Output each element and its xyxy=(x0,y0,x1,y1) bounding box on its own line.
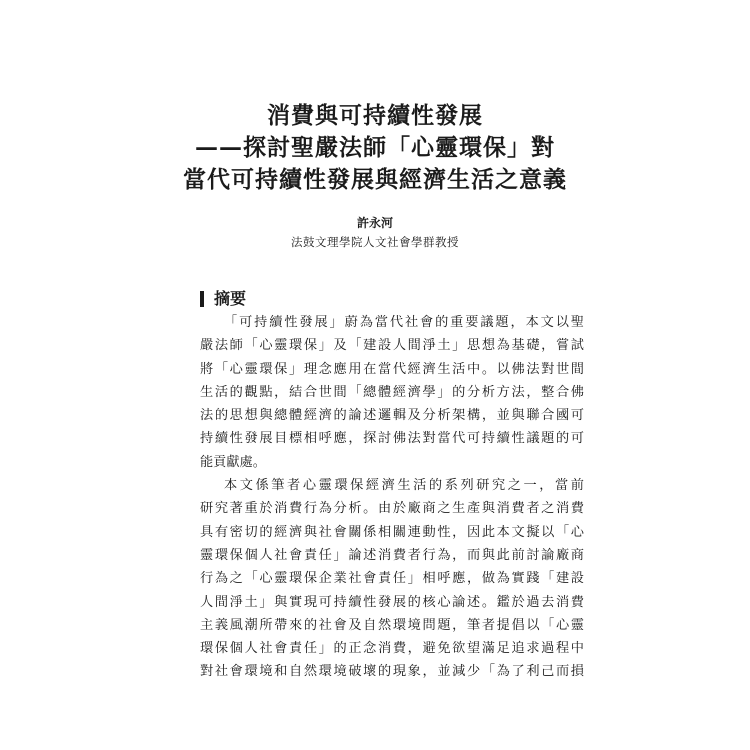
paragraph-2-line: 本文係筆者心靈環保經濟生活的系列研究之一，當前 xyxy=(224,478,584,494)
paragraph-2-line: 靈環保個人社會責任」論述消費者行為，而與此前討論廠商 xyxy=(200,547,584,563)
author-affiliation: 法鼓文理學院人文社會學群教授 xyxy=(291,235,459,249)
paper-title xyxy=(0,100,750,196)
title-line-3: 當代可持續性發展與經濟生活之意義 xyxy=(183,166,567,193)
paragraph-1-line: 將「心靈環保」理念應用在當代經濟生活中。以佛法對世間 xyxy=(200,361,584,377)
abstract-body xyxy=(200,311,584,684)
paragraph-2-line: 對社會環境和自然環境破壞的現象，並減少「為了利己而損 xyxy=(200,664,584,680)
paragraph-1-line: 生活的觀點，結合世間「總體經濟學」的分析方法，整合佛 xyxy=(200,384,584,400)
paragraph-1-line: 持續性發展目標相呼應，探討佛法對當代可持續性議題的可 xyxy=(200,431,584,447)
paragraph-2-line: 行為之「心靈環保企業社會責任」相呼應，做為實踐「建設 xyxy=(200,571,584,587)
paragraph-1-line: 「可持續性發展」蔚為當代社會的重要議題，本文以聖 xyxy=(224,315,584,330)
paragraph-1-line: 嚴法師「心靈環保」及「建設人間淨土」思想為基礎，嘗試 xyxy=(200,338,584,354)
title-line-2: ——探討聖嚴法師「心靈環保」對 xyxy=(195,134,555,161)
paragraph-2-line: 環保個人社會責任」的正念消費，避免欲望滿足追求過程中 xyxy=(200,641,584,657)
paragraph-2-line: 主義風潮所帶來的社會及自然環境問題，筆者提倡以「心靈 xyxy=(200,617,584,633)
paragraph-2-line: 研究著重於消費行為分析。由於廠商之生產與消費者之消費 xyxy=(200,501,584,517)
heading-bar-marker xyxy=(200,291,204,307)
paragraph-1-line: 法的思想與總體經濟的論述邏輯及分析架構，並與聯合國可 xyxy=(200,408,584,424)
abstract-heading-label: 摘要 xyxy=(214,289,247,308)
title-line-1: 消費與可持續性發展 xyxy=(267,102,483,129)
paragraph-2-line: 人間淨土」與實現可持續性發展的核心論述。鑑於過去消費 xyxy=(200,594,584,610)
author-name: 許永河 xyxy=(356,216,393,230)
paragraph-2-line: 具有密切的經濟與社會關係相關連動性，因此本文擬以「心 xyxy=(200,524,584,540)
abstract-heading xyxy=(200,288,246,310)
paragraph-1-line: 能貢獻處。 xyxy=(200,454,266,470)
